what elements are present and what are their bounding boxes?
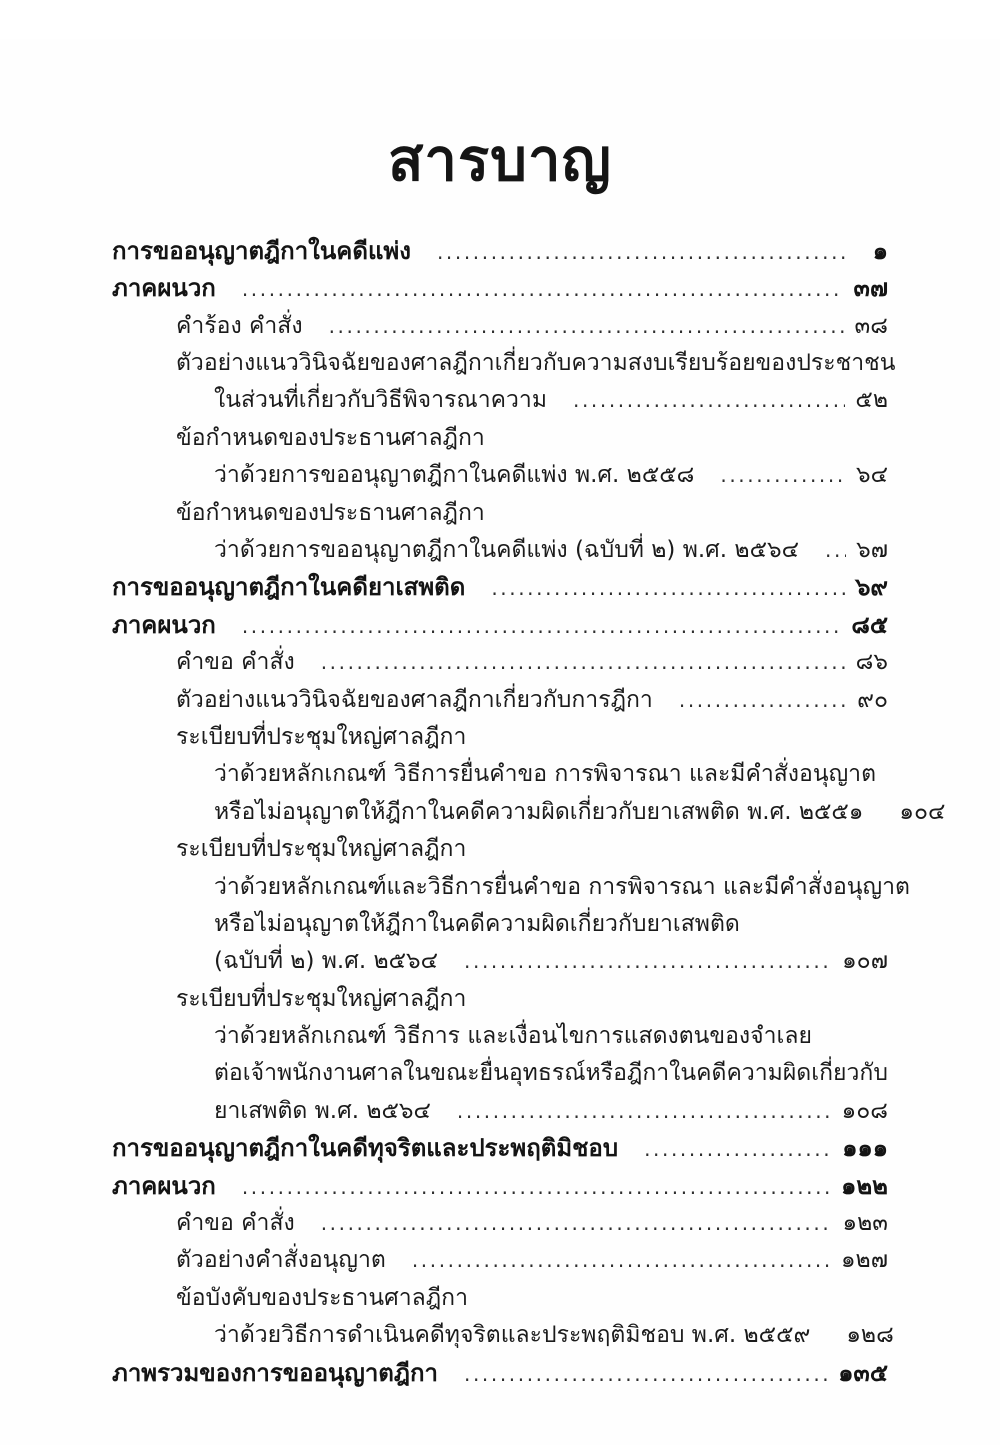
toc-entry [112,869,910,906]
toc-entry-label: ระเบียบที่ประชุมใหญ่ศาลฎีกา [176,723,467,750]
toc-entry [112,1355,888,1392]
toc-entry [112,1205,888,1242]
dot-leader [679,682,846,719]
toc-entry-page-number: ๑๒๗ [840,1247,888,1274]
toc-entry-label: ข้อกำหนดของประธานศาลฎีกา [176,499,485,526]
toc-entry [112,1168,888,1205]
toc-entry-page-number: ๑๐๘ [841,1097,888,1124]
dot-leader [412,1242,831,1279]
toc-entry-page-number: ๑๓๕ [838,1358,888,1387]
toc-entry-label: ตัวอย่างแนววินิจฉัยของศาลฎีกาเกี่ยวกับการฎีกา [176,686,653,713]
dot-leader [491,569,845,607]
toc-entry-label: ตัวอย่างแนววินิจฉัยของศาลฎีกาเกี่ยวกับความสงบเรียบร้อยของประชาชน [176,350,896,377]
toc-entry [112,644,888,681]
toc-entry-label: การขออนุญาตฎีกาในคดีแพ่ง [112,236,411,265]
toc-entry-label: ภาคผนวก [112,274,216,303]
toc-entry-page-number: ๓๘ [854,312,888,339]
toc-entry-label: ว่าด้วยหลักเกณฑ์ วิธีการ และเงื่อนไขการแสดงตนของจำเลย [214,1023,812,1050]
toc-entry [112,1093,888,1130]
toc-entry-label: การขออนุญาตฎีกาในคดีทุจริตและประพฤติมิชอบ [112,1134,619,1163]
toc-entry-label: ระเบียบที่ประชุมใหญ่ศาลฎีกา [176,985,467,1012]
dot-leader [644,1130,832,1168]
toc-entry-page-number: ๑๐๔ [899,798,946,825]
toc-entry [112,1130,888,1167]
toc-entry-page-number: ๑๒๒ [841,1171,888,1200]
toc-entry-label: ยาเสพติด พ.ศ. ๒๕๖๔ [214,1097,431,1124]
toc-entry-label: ข้อกำหนดของประธานศาลฎีกา [176,424,485,451]
toc-entry-page-number: ๕๒ [855,387,888,414]
toc-entry-label: หรือไม่อนุญาตให้ฎีกาในคดีความผิดเกี่ยวกับยาเสพติด พ.ศ. ๒๕๕๑ [214,798,864,825]
toc-entry-label: คำร้อง คำสั่ง [176,312,303,339]
toc-entry [112,345,896,382]
document-page [0,39,1000,1445]
toc-entry-label: การขออนุญาตฎีกาในคดียาเสพติด [112,573,466,602]
toc-entry [112,382,888,419]
toc-entry-label: ต่อเจ้าพนักงานศาลในขณะยื่นอุทธรณ์หรือฎีกาในคดีความผิดเกี่ยวกับ [214,1060,888,1087]
toc-entry-label: ว่าด้วยหลักเกณฑ์และวิธีการยื่นคำขอ การพิจารณา และมีคำสั่งอนุญาต [214,873,910,900]
toc-entry-label: ตัวอย่างคำสั่งอนุญาต [176,1247,386,1274]
toc-entry [112,270,888,307]
toc-entry-label: ข้อบังคับของประธานศาลฎีกา [176,1284,468,1311]
toc-entry-label: ภาพรวมของการขออนุญาตฎีกา [112,1358,439,1387]
toc-entry-label: ว่าด้วยการขออนุญาตฎีกาในคดีแพ่ง พ.ศ. ๒๕๕๘ [214,462,695,489]
toc-entry-page-number: ๑๑๑ [842,1134,888,1163]
table-of-contents [0,233,1000,1392]
toc-entry-label: คำขอ คำสั่ง [176,649,295,676]
toc-entry-page-number: ๑๒๓ [842,1210,888,1237]
dot-leader [464,1355,828,1393]
toc-entry [112,1018,888,1055]
dot-leader [437,233,846,271]
toc-entry [112,906,888,943]
toc-entry-label: ว่าด้วยวิธีการดำเนินคดีทุจริตและประพฤติมิชอบ พ.ศ. ๒๕๕๙ [214,1322,811,1349]
toc-entry-page-number: ๖๙ [855,573,888,602]
dot-leader [457,1093,832,1130]
toc-entry-label: ภาคผนวก [112,1171,216,1200]
toc-entry [112,756,888,793]
toc-entry [112,607,888,644]
page-title: สารบาญ [388,125,612,194]
toc-entry-page-number: ๘๕ [851,610,888,639]
toc-entry-label: ระเบียบที่ประชุมใหญ่ศาลฎีกา [176,836,467,863]
toc-entry [112,495,888,532]
toc-entry [112,1242,888,1279]
toc-entry-label: ว่าด้วยหลักเกณฑ์ วิธีการยื่นคำขอ การพิจารณา และมีคำสั่งอนุญาต [214,761,877,788]
toc-entry-page-number: ๑๐๗ [842,948,888,975]
toc-entry [112,532,888,569]
toc-entry-label: (ฉบับที่ ๒) พ.ศ. ๒๕๖๔ [214,948,439,975]
toc-entry-page-number: ๑๒๘ [846,1322,894,1349]
toc-entry-label: ในส่วนที่เกี่ยวกับวิธีพิจารณาความ [214,387,547,414]
toc-entry-label: หรือไม่อนุญาตให้ฎีกาในคดีความผิดเกี่ยวกับยาเสพติด [214,910,740,937]
dot-leader [825,532,846,569]
toc-entry [112,1317,894,1354]
toc-entry [112,794,946,831]
dot-leader [329,308,845,345]
toc-entry [112,308,888,345]
dot-leader [321,1205,833,1242]
dot-leader [242,270,844,308]
dot-leader [573,382,845,419]
toc-entry [112,1055,888,1092]
toc-entry-page-number: ๖๗ [856,536,888,563]
toc-entry-label: คำขอ คำสั่ง [176,1210,295,1237]
toc-entry [112,569,888,606]
toc-entry [112,457,888,494]
dot-leader [242,607,841,645]
toc-entry-label: ว่าด้วยการขออนุญาตฎีกาในคดีแพ่ง (ฉบับที่ ๒) พ.ศ. ๒๕๖๔ [214,536,799,563]
toc-entry [112,1280,888,1317]
toc-entry [112,719,888,756]
toc-entry [112,682,888,719]
toc-entry-label: ภาคผนวก [112,610,216,639]
toc-entry [112,233,888,270]
dot-leader [321,644,846,681]
toc-entry-page-number: ๙๐ [857,686,888,713]
toc-entry [112,420,888,457]
dot-leader [242,1168,831,1206]
toc-entry-page-number: ๑ [872,236,888,265]
toc-entry-page-number: ๖๔ [855,462,888,489]
dot-leader [464,943,832,980]
toc-entry-page-number: ๘๖ [855,649,888,676]
dot-leader [720,457,846,494]
toc-entry [112,981,888,1018]
toc-entry-page-number: ๓๗ [853,274,888,303]
toc-entry [112,831,888,868]
toc-entry [112,943,888,980]
